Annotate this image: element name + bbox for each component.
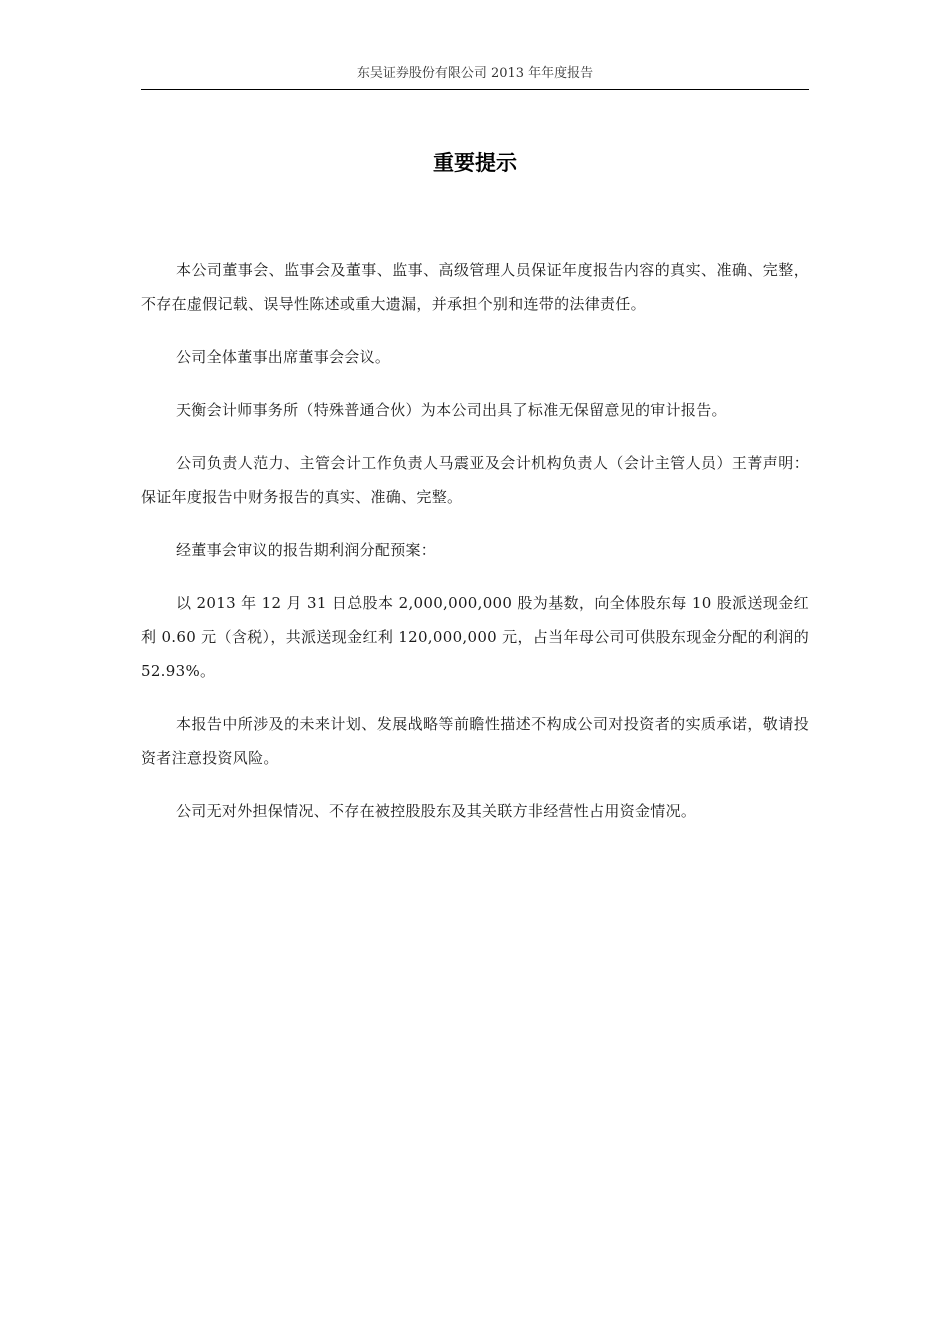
paragraph-forward-looking-disclaimer: 本报告中所涉及的未来计划、发展战略等前瞻性描述不构成公司对投资者的实质承诺，敬请投资者注意投资风险。 xyxy=(141,715,809,767)
paragraph-audit-opinion: 天衡会计师事务所（特殊普通合伙）为本公司出具了标准无保留意见的审计报告。 xyxy=(176,401,727,419)
paragraph-profit-distribution-heading: 经董事会审议的报告期利润分配预案： xyxy=(176,541,437,559)
document-body xyxy=(141,253,809,847)
paragraph-guarantee-statement: 公司无对外担保情况、不存在被控股股东及其关联方非经营性占用资金情况。 xyxy=(176,802,697,820)
page-header: 东吴证券股份有限公司 2013 年年度报告 xyxy=(141,62,809,90)
paragraph-financial-statement-declaration: 公司负责人范力、主管会计工作负责人马震亚及会计机构负责人（会计主管人员）王菁声明：保证年度报告中财务报告的真实、准确、完整。 xyxy=(141,454,809,506)
paragraph-board-attendance: 公司全体董事出席董事会会议。 xyxy=(176,348,391,366)
page-title: 重要提示 xyxy=(433,151,517,175)
paragraph-responsibility-statement: 本公司董事会、监事会及董事、监事、高级管理人员保证年度报告内容的真实、准确、完整，不存在虚假记载、误导性陈述或重大遗漏，并承担个别和连带的法律责任。 xyxy=(141,261,809,313)
paragraph-profit-distribution-plan: 以 2013 年 12 月 31 日总股本 2,000,000,000 股为基数，向全体股东每 10 股派送现金红利 0.60 元（含税），共派送现金红利 120,000,000 元，占当年母公司可供股东现金分配的利润的 52.93%。 xyxy=(141,594,809,680)
